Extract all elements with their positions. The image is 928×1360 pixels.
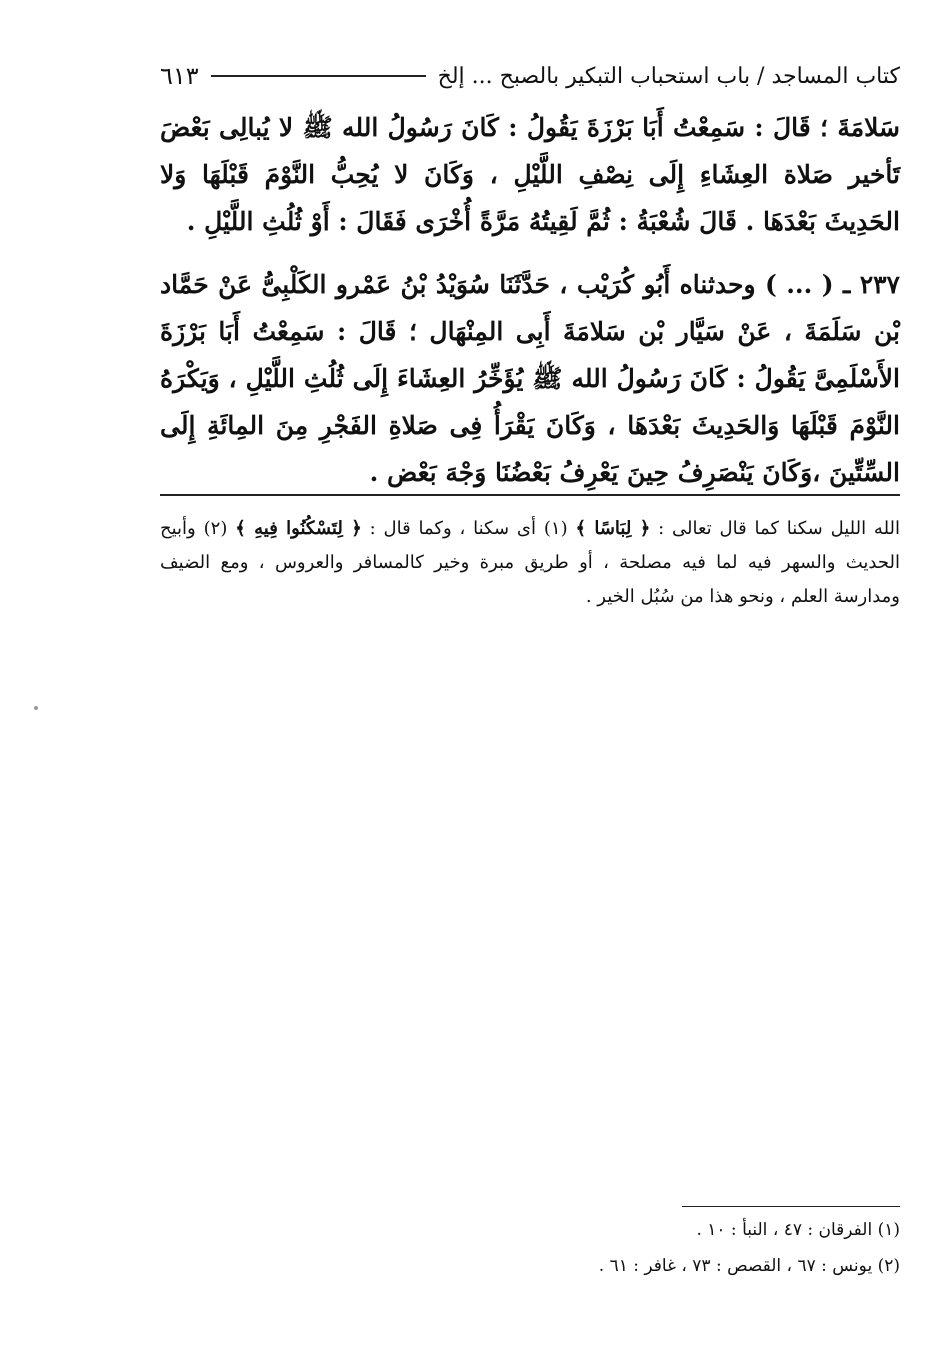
running-title: كتاب المساجد / باب استحباب التبكير بالصبح ... إلخ [437, 63, 900, 89]
footnote-ref-1[interactable]: (١) [536, 518, 576, 539]
hadith-paragraph-2: ٢٣٧ ـ ( ... ) وحدثناه أَبُو كُرَيْب ، حَدَّثَنَا سُوَيْدُ بْنُ عَمْرو الكَلْبِىُّ عَنْ حَمَّاد بْن سَلَمَةَ ، عَنْ سَيَّار بْن سَلامَةَ أَبِى المِنْهَال ؛ قَالَ : سَمِعْتُ أَبَا بَرْزَةَ الأَسْلَمِىَّ يَقُولُ : كَانَ رَسُولُ الله ﷺ يُؤَخِّرُ العِشَاءَ إِلَى ثُلُثِ اللَّيْلِ ، وَيَكْرَهُ النَّوْمَ قَبْلَهَا وَالحَدِيثَ بَعْدَهَا ، وَكَانَ يَقْرَأُ فِى صَلاةِ الفَجْرِ مِنَ المِائَةِ إِلَى السِّتِّينَ ،وَكَانَ يَنْصَرِفُ حِينَ يَعْرِفُ بَعْضُنَا وَجْهَ بَعْض . [160, 270, 900, 487]
footnote-divider [682, 1206, 900, 1207]
commentary-part-3: وأبيح الحديث والسهر فيه لما فيه مصلحة ، أو طريق مبرة وخير كالمسافر والعروس ، ومع الضيف ومدارسة العلم ، ونحو هذا من سُبُل الخير . [160, 518, 900, 607]
margin-dot [34, 706, 38, 710]
quran-quote-1: ﴿ لِبَاسًا ﴾ [575, 518, 651, 539]
quran-quote-2: ﴿ لِتَسْكُنُوا فِيهِ ﴾ [235, 518, 362, 539]
footnotes [160, 1212, 900, 1284]
footnote-ref-2[interactable]: (٢) [195, 518, 236, 539]
footnote-2: (٢) يونس : ٦٧ ، القصص : ٧٣ ، غافر : ٦١ . [598, 1256, 900, 1276]
commentary-divider [160, 494, 900, 496]
commentary-part-2: أى سكنا ، وكما قال : [361, 518, 537, 539]
header-rule [211, 75, 426, 77]
page-number: ٦١٣ [160, 62, 199, 90]
commentary-text [160, 512, 900, 614]
hadith-text [160, 104, 900, 496]
page-header [160, 56, 900, 96]
footnote-1: (١) الفرقان : ٤٧ ، النبأ : ١٠ . [696, 1220, 900, 1240]
hadith-paragraph-1: سَلامَةَ ؛ قَالَ : سَمِعْتُ أَبَا بَرْزَةَ يَقُولُ : كَانَ رَسُولُ الله ﷺ لا يُبالِى بَعْضَ تَأخير صَلاة العِشَاءِ إِلَى نِصْفِ اللَّيْلِ ، وَكَانَ لا يُحِبُّ النَّوْمَ قَبْلَهَا وَلا الحَدِيثَ بَعْدَهَا . قَالَ شُعْبَةُ : ثُمَّ لَقِيتُهُ مَرَّةً أُخْرَى فَقَالَ : أَوْ ثُلُثِ اللَّيْلِ . [160, 113, 900, 236]
commentary-part-1: الله الليل سكنا كما قال تعالى : [650, 518, 901, 539]
